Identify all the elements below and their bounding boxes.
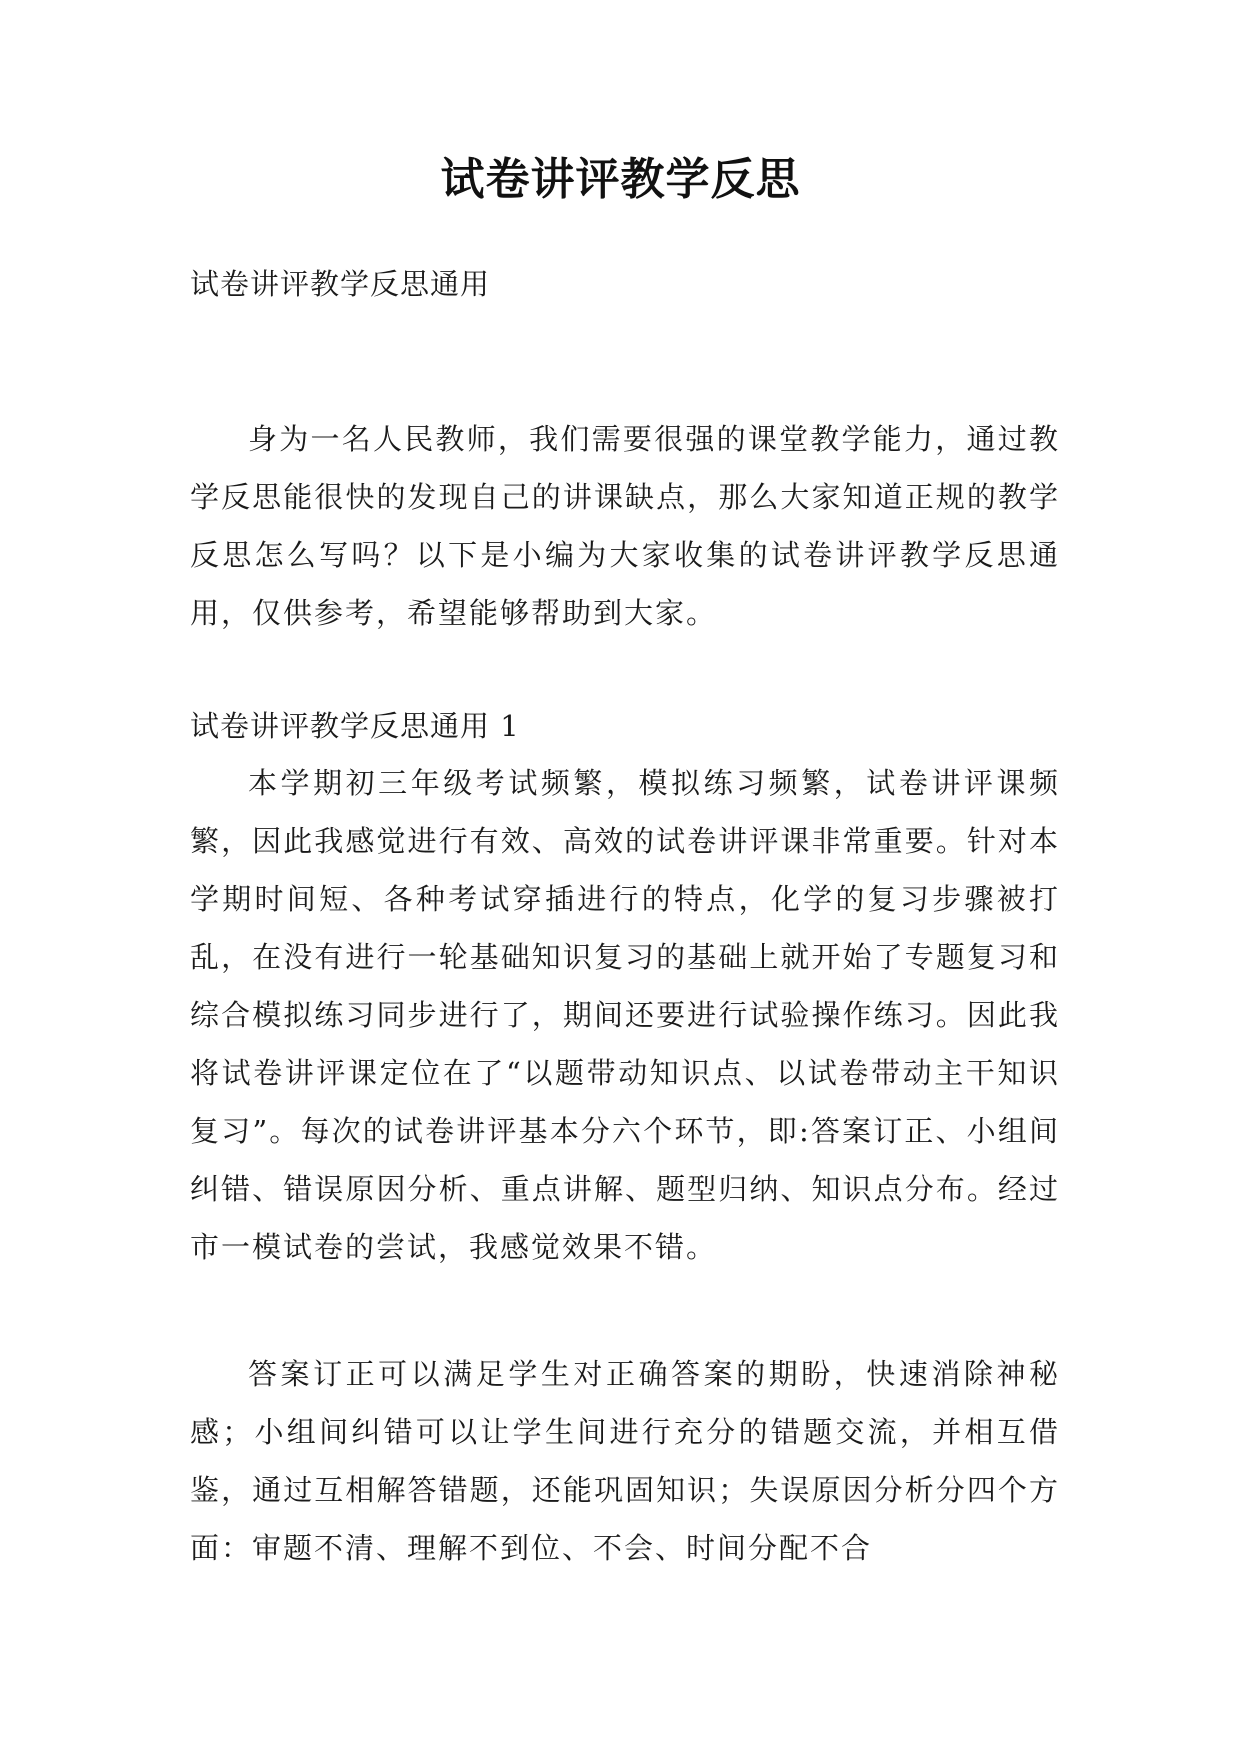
document-title: 试卷讲评教学反思 <box>440 154 801 205</box>
section-heading: 试卷讲评教学反思通用 1 <box>190 709 520 743</box>
body-paragraph: 本学期初三年级考试频繁，模拟练习频繁，试卷讲评课频繁，因此我感觉进行有效、高效的试卷讲评课非常重要。针对本学期时间短、各种考试穿插进行的特点，化学的复习步骤被打乱，在没有进行一轮基础知识复习的基础上就开始了专题复习和综合模拟练习同步进行了，期间还要进行试验操作练习。因此我将试卷讲评课定位在了“以题带动知识点、以试卷带动主干知识复习”。每次的试卷讲评基本分六个环节，即:答案订正、小组间纠错、错误原因分析、重点讲解、题型归纳、知识点分布。经过市一模试卷的尝试，我感觉效果不错。 <box>190 766 1060 1264</box>
body-paragraph: 答案订正可以满足学生对正确答案的期盼，快速消除神秘感；小组间纠错可以让学生间进行充分的错题交流，并相互借鉴，通过互相解答错题，还能巩固知识；失误原因分析分四个方面：审题不清、理解不到位、不会、时间分配不合 <box>190 1357 1060 1565</box>
document-subtitle: 试卷讲评教学反思通用 <box>190 267 491 301</box>
intro-paragraph: 身为一名人民教师，我们需要很强的课堂教学能力，通过教学反思能很快的发现自己的讲课缺点，那么大家知道正规的教学反思怎么写吗？以下是小编为大家收集的试卷讲评教学反思通用，仅供参考，希望能够帮助到大家。 <box>190 422 1060 630</box>
